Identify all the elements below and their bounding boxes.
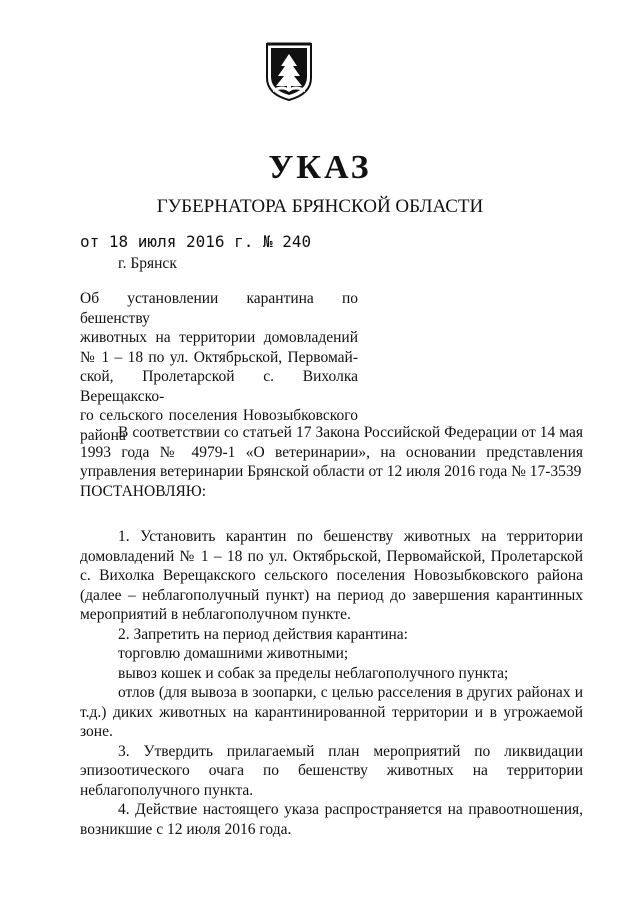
- preamble-paragraph: В соответствии со статьей 17 Закона Российской Федерации от 14 мая 1993 года № 4979-1 «О ветеринарии», на основании представления управления ветеринарии Брянской области от 12 июля 2016 года № 17-3539: [80, 424, 583, 480]
- document-number: № 240: [263, 232, 312, 251]
- item-1-paragraph: 1. Установить карантин по бешенству животных на территории домовладений № 1 – 18 по ул. Октябрьской, Первомайской, Пролетарской с. Вихолка Верещакского сельского поселения Новозыбковского района (далее – неблагополучный пункт) на период до завершения карантинных мероприятий в неблагополучном пункте.: [80, 528, 583, 623]
- item-2-subitem: вывоз кошек и собак за пределы неблагополучного пункта;: [118, 664, 509, 682]
- item-4-paragraph: 4. Действие настоящего указа распространяется на правоотношения, возникшие с 12 июля 2016 года.: [80, 801, 583, 838]
- document-title: УКАЗ: [268, 149, 372, 186]
- subject-line: го сельского поселения Новозыбковского: [80, 407, 358, 424]
- subject-line: № 1 – 18 по ул. Октябрьской, Первомай-: [80, 348, 358, 366]
- item-2-paragraph: 2. Запретить на период действия карантина:: [118, 625, 408, 643]
- document-subtitle: ГУБЕРНАТОРА БРЯНСКОЙ ОБЛАСТИ: [156, 196, 484, 217]
- date-number-row: [80, 232, 312, 252]
- document-city: г. Брянск: [118, 255, 177, 272]
- subject-line: района: [80, 426, 126, 444]
- item-2-subitem: торговлю домашними животными;: [118, 645, 349, 662]
- item-3-paragraph: 3. Утвердить прилагаемый план мероприятий по ликвидации эпизоотического очага по бешенству животных на территории неблагополучного пункта.: [80, 742, 583, 799]
- document-date: от 18 июля 2016 г.: [80, 232, 254, 251]
- item-2-subitem: отлов (для вывоза в зоопарки, с целью расселения в других районах и т.д.) диких животных на карантинированной территории и в угрожаемой зоне.: [80, 684, 583, 740]
- subject-line: животных на территории домовладений: [80, 329, 358, 346]
- coat-of-arms-icon: [263, 40, 315, 103]
- subject-line: Об установлении карантина по бешенству: [80, 290, 358, 327]
- document-subject: [80, 289, 358, 445]
- subject-line: ской, Пролетарской с. Вихолка Верещакско-: [80, 368, 358, 405]
- decree-word: ПОСТАНОВЛЯЮ:: [80, 482, 207, 500]
- document-body: [80, 423, 583, 839]
